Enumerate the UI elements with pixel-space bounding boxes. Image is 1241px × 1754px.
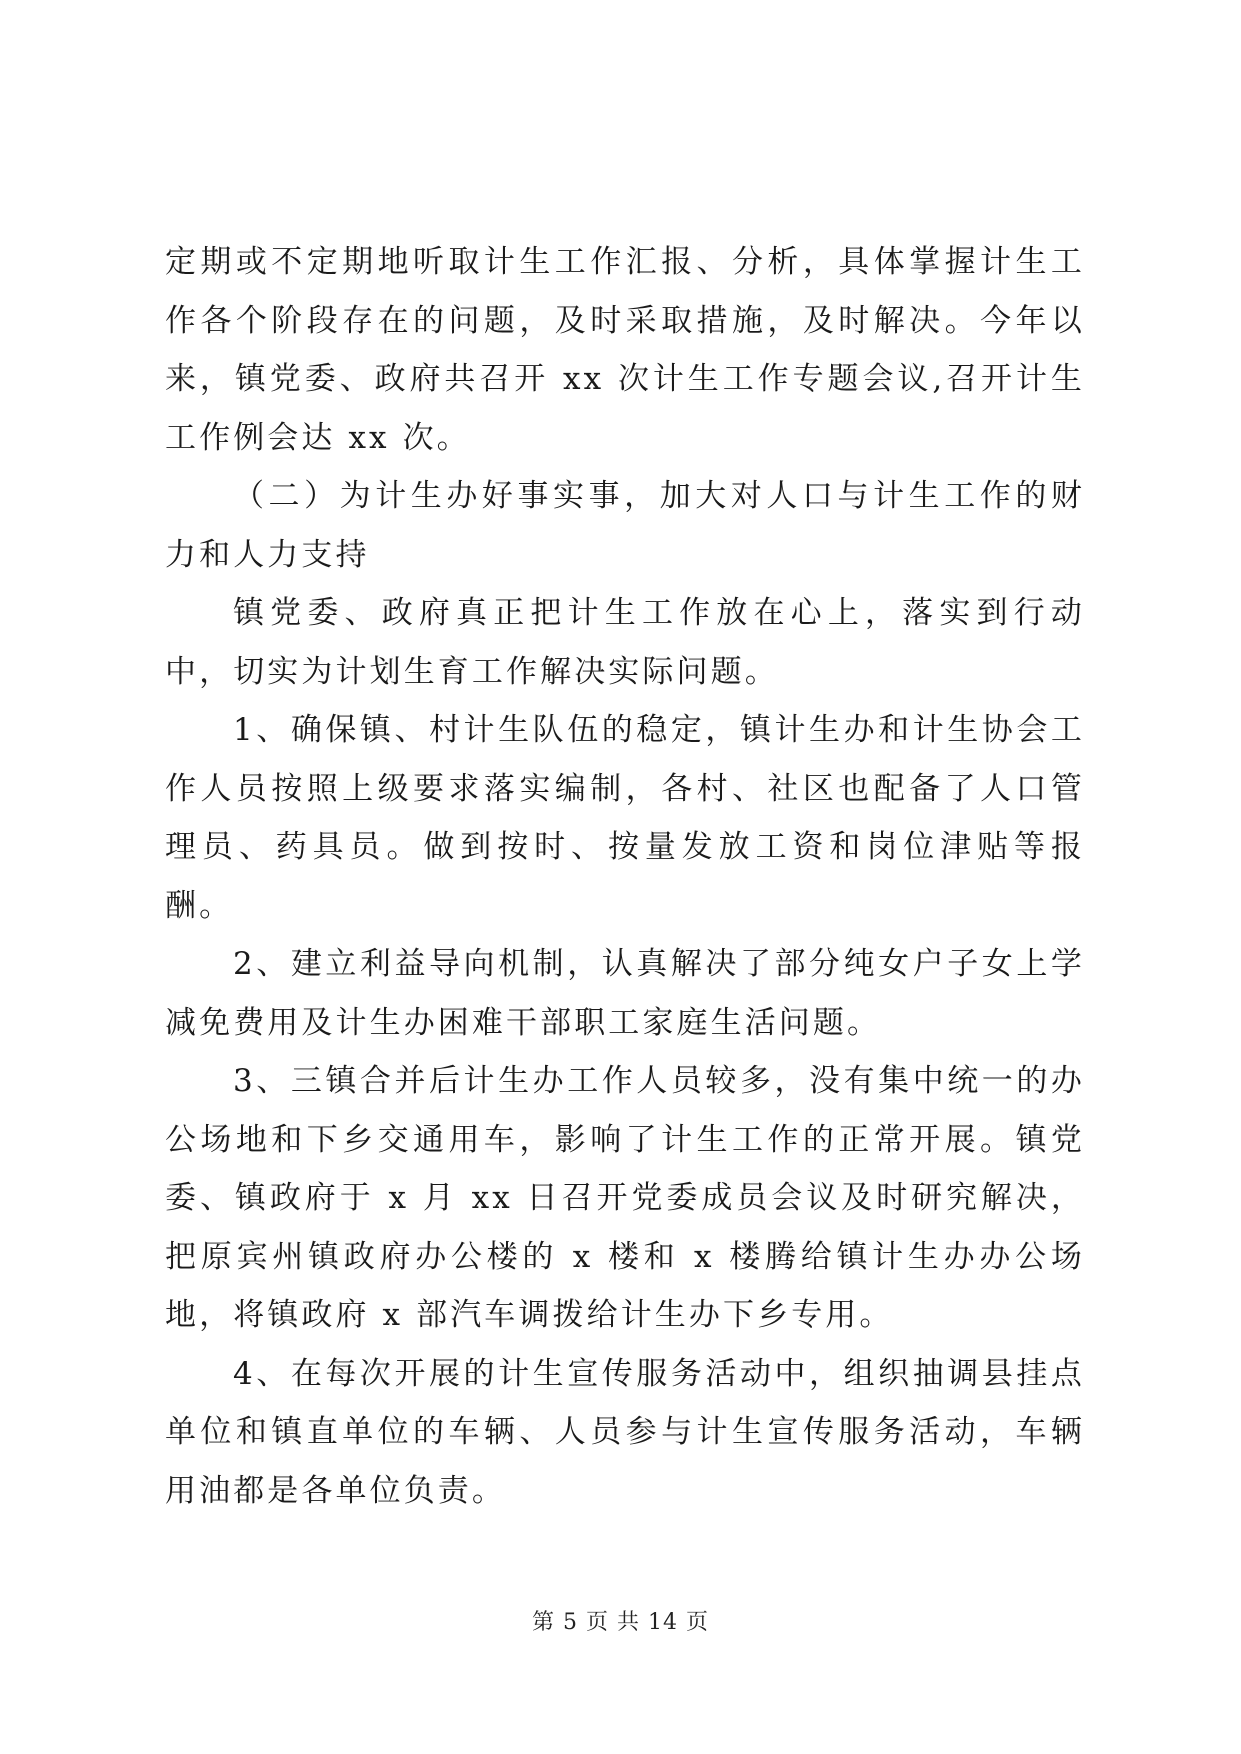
section-heading: （二）为计生办好事实事，加大对人口与计生工作的财力和人力支持: [165, 478, 1085, 573]
list-item-2: 2、建立利益导向机制，认真解决了部分纯女户子女上学减免费用及计生办困难干部职工家庭生活问题。: [165, 946, 1085, 1041]
page-number-footer: 第 5 页 共 14 页: [532, 1610, 709, 1635]
paragraph-continued: 定期或不定期地听取计生工作汇报、分析，具体掌握计生工作各个阶段存在的问题，及时采取措施，及时解决。今年以来，镇党委、政府共召开 xx 次计生工作专题会议,召开计生工作例会达 xx 次。: [165, 244, 1085, 456]
paragraph-intro: 镇党委、政府真正把计生工作放在心上，落实到行动中，切实为计划生育工作解决实际问题。: [165, 595, 1085, 690]
list-item-4: 4、在每次开展的计生宣传服务活动中，组织抽调县挂点单位和镇直单位的车辆、人员参与计生宣传服务活动，车辆用油都是各单位负责。: [165, 1355, 1085, 1509]
list-item-3: 3、三镇合并后计生办工作人员较多，没有集中统一的办公场地和下乡交通用车，影响了计生工作的正常开展。镇党委、镇政府于 x 月 xx 日召开党委成员会议及时研究解决，把原宾州镇政府办公楼的 x 楼和 x 楼腾给镇计生办办公场地，将镇政府 x 部汽车调拨给计生办下乡专用。: [165, 1063, 1085, 1333]
list-item-1: 1、确保镇、村计生队伍的稳定，镇计生办和计生协会工作人员按照上级要求落实编制，各村、社区也配备了人口管理员、药具员。做到按时、按量发放工资和岗位津贴等报酬。: [165, 712, 1085, 924]
document-body: [165, 233, 1085, 1520]
